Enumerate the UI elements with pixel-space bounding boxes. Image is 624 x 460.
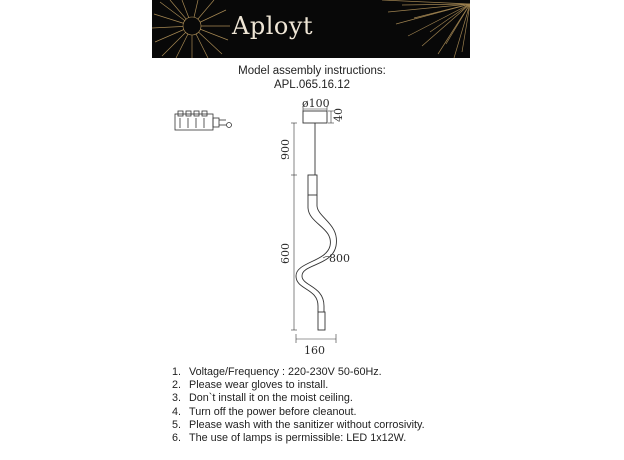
instructions-list bbox=[172, 366, 425, 445]
list-item: 2. Please wear gloves to install. bbox=[172, 379, 329, 392]
terminal-block-icon bbox=[175, 111, 232, 130]
list-item: 1. Voltage/Frequency : 220-230V 50-60Hz. bbox=[172, 366, 382, 378]
ceiling-canopy bbox=[303, 111, 327, 123]
brand-logo: Aployt bbox=[232, 12, 314, 40]
model-number: APL.065.16.12 bbox=[273, 79, 351, 91]
canopy-diameter-label: ø100 bbox=[302, 97, 330, 110]
bend-length-label: 800 bbox=[329, 252, 350, 265]
canopy-height-label: 40 bbox=[332, 108, 345, 122]
list-item: 6. The use of lamps is permissible: LED 1x12W. bbox=[172, 432, 407, 445]
list-item: 3. Don`t install it on the moist ceiling. bbox=[172, 392, 353, 405]
body-width-label: 160 bbox=[304, 344, 325, 357]
width-dimension-lines bbox=[296, 334, 336, 343]
body-height-label: 600 bbox=[279, 243, 292, 264]
title-line-1: Model assembly instructions: bbox=[238, 65, 386, 77]
cable-length-label: 900 bbox=[279, 139, 292, 160]
list-item: 5. Please wash with the sanitizer without corrosivity. bbox=[172, 418, 425, 431]
list-item: 4. Turn off the power before cleanout. bbox=[172, 405, 357, 418]
